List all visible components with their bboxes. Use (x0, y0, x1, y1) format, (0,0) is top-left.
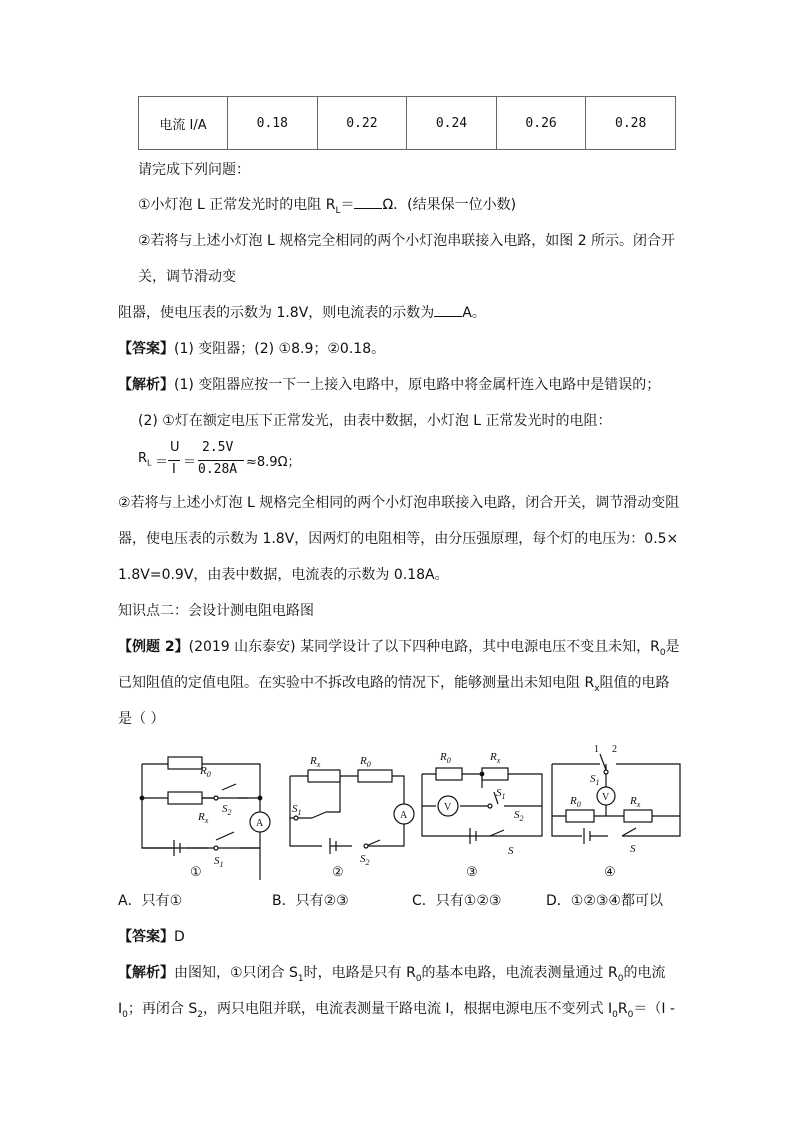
answer-blank (434, 304, 462, 317)
label-s: S (508, 845, 514, 857)
explanation-2-line-1: 【解析】由图知，①只闭合 $S_1$时，电路是只有 $R_0$的基本电路，电流表测量通过 $R_0$的电流 (118, 965, 666, 984)
resistor-r0 (436, 768, 462, 780)
formula-denominator: 0.28A (198, 462, 238, 477)
table-cell: 0.18 (228, 97, 318, 150)
fraction-bar (198, 460, 244, 461)
label-rx: $R_x$ (490, 751, 501, 765)
label-s1: $S_1$ (496, 787, 506, 801)
formula-result: ≈8.9Ω； (246, 455, 301, 470)
circuit-label-4: ④ (604, 864, 616, 879)
label-rx: $R_x$ (310, 755, 321, 769)
option-a[interactable]: A．只有① (118, 893, 183, 909)
explanation-2-line-2: $I_0$；再闭合 $S_2$，两只电阻并联，电流表测量干路电流 I，根据电源电压不变列式 $I_0R_0=(I$ - (118, 1001, 675, 1020)
resistor-rx (308, 770, 340, 782)
option-d[interactable]: D．①②③④都可以 (546, 893, 663, 909)
question-2-line-3 (118, 303, 486, 323)
example-text: 阻值的电路 (599, 675, 670, 691)
example-tag: 【例题 2】 (118, 639, 189, 655)
q2-text: 阻器，使电压表的示数为 1.8V，则电流表的示数为 (118, 305, 435, 321)
explanation-1-line-1 (118, 375, 660, 395)
formula-denominator: I (172, 462, 176, 477)
switch-position-2: 2 (612, 744, 617, 755)
circuit-label-2: ② (332, 864, 344, 879)
label-s2: $S_2$ (514, 809, 524, 823)
subscript: x (594, 683, 600, 694)
knowledge-point-heading: 知识点二：会设计测电阻电路图 (118, 603, 314, 619)
option-c[interactable]: C．只有①②③ (412, 893, 502, 909)
explanation-1-line-3: ②若将与上述小灯泡 L 规格完全相同的两个小灯泡串联接入电路，闭合开关，调节滑动变阻 (118, 495, 680, 511)
fraction-bar (168, 460, 180, 461)
resistor-rx (624, 810, 652, 822)
label-r0: $R_0$ (360, 755, 371, 769)
formula (138, 440, 338, 480)
question-1 (138, 195, 516, 221)
data-table (138, 96, 676, 150)
question-2-line-1: ②若将与上述小灯泡 L 规格完全相同的两个小灯泡串联接入电路，如图 2 所示。闭合开 (138, 233, 676, 249)
question-2-line-2: 关，调节滑动变 (138, 269, 236, 285)
switch-position-1: 1 (594, 744, 599, 755)
answer-1 (118, 339, 385, 359)
q2-unit: A。 (462, 305, 486, 321)
label-rx: $R_x$ (198, 811, 209, 825)
formula-numerator: 2.5V (202, 440, 234, 455)
label-s1: $S_1$ (292, 803, 302, 817)
table-cell: 0.24 (407, 97, 497, 150)
formula-lhs: $R_L$ (138, 451, 152, 468)
circuit-3 (422, 768, 542, 844)
label-s2: $S_2$ (222, 803, 232, 817)
answer-tag: 【答案】 (118, 929, 174, 945)
label-s: S (630, 843, 636, 855)
q1-unit: Ω．(结果保一位小数) (382, 197, 517, 213)
example-2-line-2 (118, 673, 670, 699)
label-rx: $R_x$ (630, 795, 641, 809)
explanation-tag: 【解析】 (118, 377, 174, 393)
row-label: 电流 I/A (139, 97, 228, 150)
circuit-2 (290, 770, 414, 854)
explanation-1-line-2: (2) ①灯在额定电压下正常发光，由表中数据，小灯泡 L 正常发光时的电阻： (138, 413, 612, 429)
circuit-label-3: ③ (466, 864, 478, 879)
resistor-rx (482, 768, 508, 780)
subscript: 0 (659, 647, 666, 658)
q1-sub: L (335, 205, 341, 216)
table-cell: 0.26 (496, 97, 586, 150)
label-s1: $S_1$ (590, 773, 600, 787)
label-r0: $R_0$ (440, 751, 451, 765)
example-text: 是 (665, 639, 680, 655)
resistor-r0 (566, 810, 594, 822)
q1-text: ①小灯泡 L 正常发光时的电阻 R (138, 197, 336, 213)
example-text: 已知阻值的定值电阻。在实验中不拆改电路的情况下，能够测量出未知电阻 R (118, 675, 595, 691)
label-r0: $R_0$ (200, 765, 211, 779)
answer-2 (118, 927, 185, 947)
explanation-1-line-5: 1.8V=0.9V，由表中数据，电流表的示数为 0.18A。 (118, 567, 449, 583)
example-text: (2019 山东泰安) 某同学设计了以下四种电路，其中电源电压不变且未知，R (188, 639, 660, 655)
option-b[interactable]: B．只有②③ (272, 893, 349, 909)
formula-numerator: U (170, 440, 180, 455)
table-cell: 0.28 (586, 97, 676, 150)
label-s2: $S_2$ (360, 853, 370, 867)
answer-tag: 【答案】 (118, 341, 174, 357)
resistor-rx (168, 792, 202, 804)
example-2-line-1 (118, 637, 680, 663)
q1-eq: ＝ (340, 197, 355, 213)
ammeter-label: A (400, 810, 408, 821)
voltmeter-label: V (602, 792, 610, 803)
table-row (139, 97, 676, 150)
label-r0: $R_0$ (570, 795, 581, 809)
resistor-r0 (168, 757, 202, 769)
explanation-tag: 【解析】 (118, 965, 174, 981)
resistor-r0 (358, 770, 392, 782)
voltmeter-label: V (444, 802, 452, 813)
answer-text: (1) 变阻器；(2) ①8.9；②0.18。 (174, 341, 386, 357)
explanation-1-line-4: 器，使电压表的示数为 1.8V，因两灯的电阻相等，由分压强原理，每个灯的电压为：0.5× (118, 531, 679, 547)
label-s1: $S_1$ (214, 855, 224, 869)
ammeter-label: A (256, 818, 264, 829)
example-2-line-3: 是（ ） (118, 711, 165, 727)
circuit-label-1: ① (190, 864, 202, 879)
formula-eq: ＝ (183, 455, 197, 470)
prompt-line: 请完成下列问题： (138, 162, 250, 178)
formula-eq: ＝ (155, 455, 169, 470)
explanation-text: (1) 变阻器应按一下一上接入电路中，原电路中将金属杆连入电路中是错误的； (174, 377, 661, 393)
answer-blank (354, 196, 382, 209)
answer-text: D (174, 929, 185, 945)
table-cell: 0.22 (317, 97, 407, 150)
circuit-diagrams (130, 740, 690, 880)
